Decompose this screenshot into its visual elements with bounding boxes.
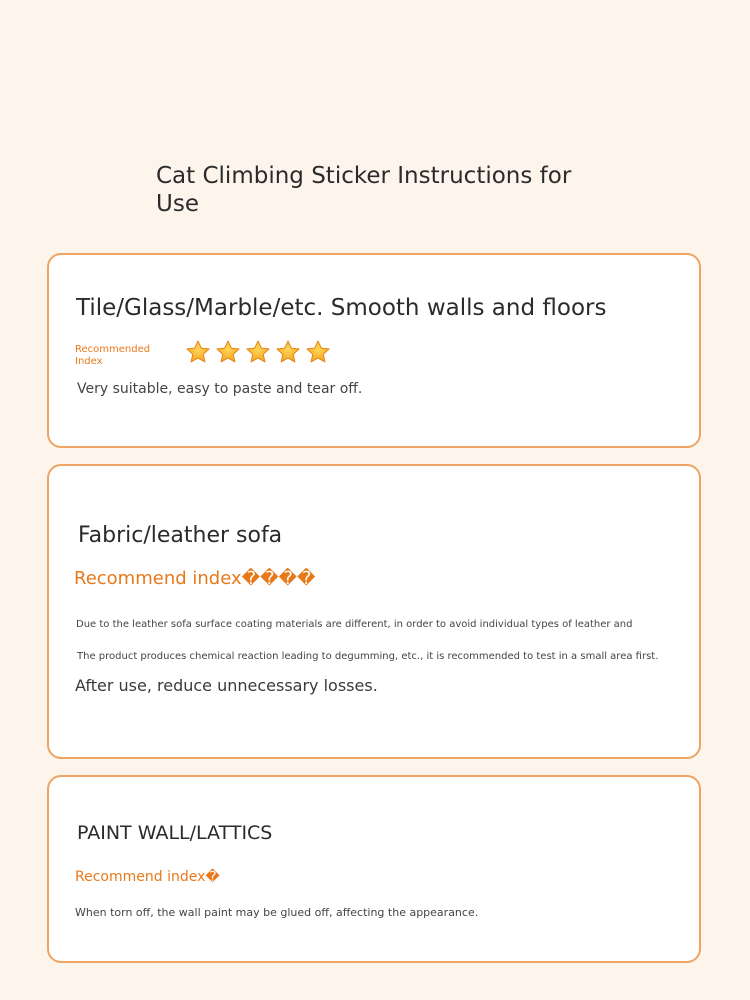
card-fabric-leather-sofa [47,464,701,759]
recommend-index-label: Recommend index� [75,869,220,885]
card-paint-wall [47,775,701,963]
star-icon [245,339,271,365]
star-icon [185,339,211,365]
card-heading: PAINT WALL/LATTICS [77,822,273,844]
card-description-line: The product produces chemical reaction leading to degumming, etc., it is recommended to test in a small area first. [77,651,659,662]
card-description-line: After use, reduce unnecessary losses. [75,676,378,695]
card-heading: Tile/Glass/Marble/etc. Smooth walls and floors [76,295,607,321]
star-icon [275,339,301,365]
rating-stars [185,339,331,365]
card-description-line: Due to the leather sofa surface coating materials are different, in order to avoid individual types of leather and [76,619,633,630]
recommend-index-label: Recommend index���� [74,568,316,589]
page-title: Cat Climbing Sticker Instructions for Use [156,163,572,217]
recommended-index-label: Recommended Index [75,344,151,367]
star-icon [215,339,241,365]
card-description: When torn off, the wall paint may be glued off, affecting the appearance. [75,906,479,919]
card-heading: Fabric/leather sofa [78,523,283,548]
card-description: Very suitable, easy to paste and tear off. [77,381,363,397]
card-smooth-surfaces [47,253,701,448]
star-icon [305,339,331,365]
